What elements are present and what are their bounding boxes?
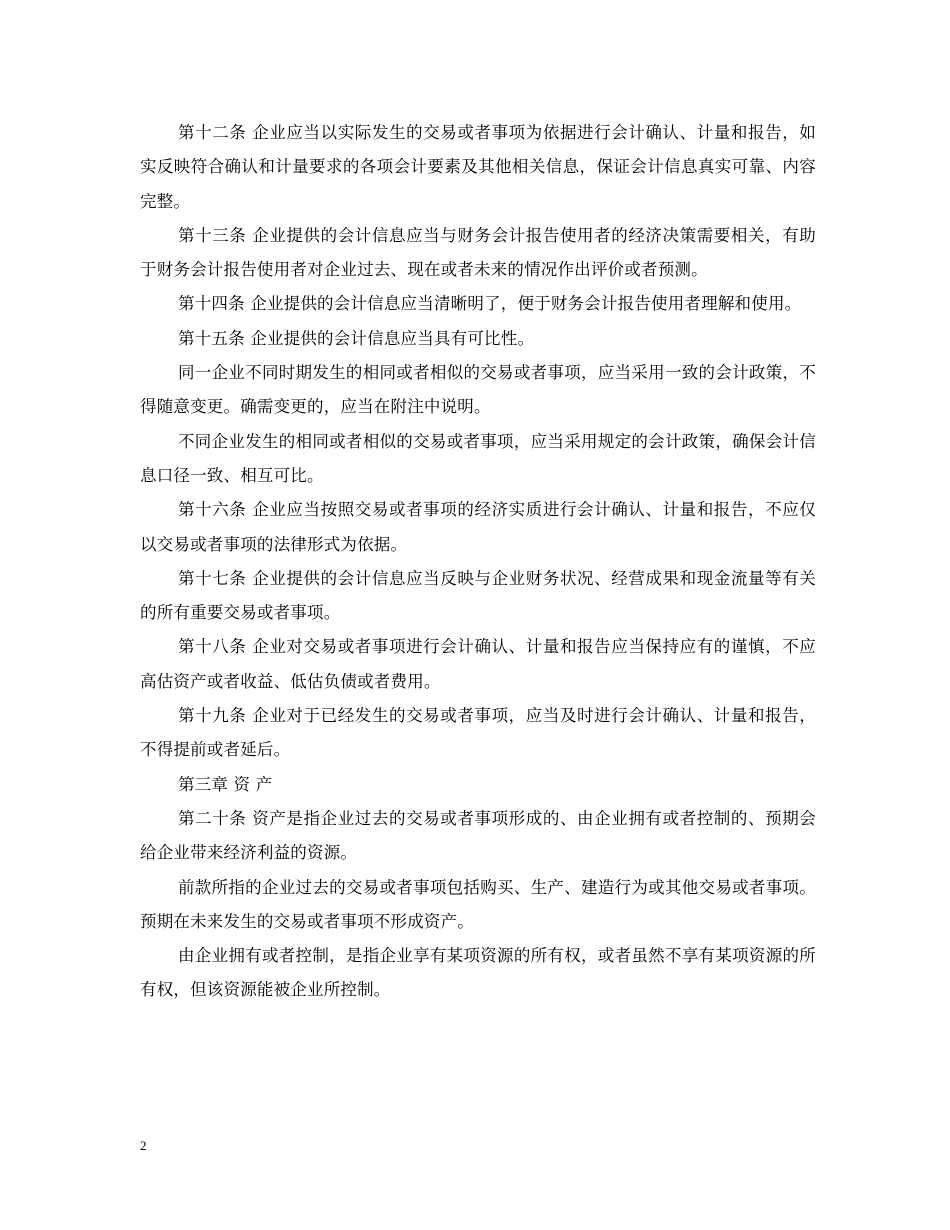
paragraph-article-19: 第十九条 企业对于已经发生的交易或者事项，应当及时进行会计确认、计量和报告，不得提前或者延后。 <box>140 706 816 760</box>
paragraph-article-20-clause-1: 前款所指的企业过去的交易或者事项包括购买、生产、建造行为或其他交易或者事项。预期在未来发生的交易或者事项不形成资产。 <box>140 877 816 931</box>
paragraph-article-14: 第十四条 企业提供的会计信息应当清晰明了，便于财务会计报告使用者理解和使用。 <box>178 294 802 314</box>
page-number: 2 <box>140 1138 147 1153</box>
paragraph-article-17: 第十七条 企业提供的会计信息应当反映与企业财务状况、经营成果和现金流量等有关的所有重要交易或者事项。 <box>140 568 816 623</box>
paragraph-article-15: 第十五条 企业提供的会计信息应当具有可比性。 <box>178 328 535 348</box>
paragraph-article-16: 第十六条 企业应当按照交易或者事项的经济实质进行会计确认、计量和报告，不应仅以交易或者事项的法律形式为依据。 <box>140 500 816 554</box>
paragraph-article-12: 第十二条 企业应当以实际发生的交易或者事项为依据进行会计确认、计量和报告，如实反映符合确认和计量要求的各项会计要素及其他相关信息，保证会计信息真实可靠、内容完整。 <box>140 123 816 211</box>
paragraph-article-15-clause-1: 同一企业不同时期发生的相同或者相似的交易或者事项，应当采用一致的会计政策，不得随意变更。确需变更的，应当在附注中说明。 <box>140 363 816 417</box>
document-body <box>140 116 816 1008</box>
paragraph-article-18: 第十八条 企业对交易或者事项进行会计确认、计量和报告应当保持应有的谨慎，不应高估资产或者收益、低估负债或者费用。 <box>140 637 816 691</box>
paragraph-article-20: 第二十条 资产是指企业过去的交易或者事项形成的、由企业拥有或者控制的、预期会给企业带来经济利益的资源。 <box>140 808 816 863</box>
paragraph-article-20-clause-2: 由企业拥有或者控制，是指企业享有某项资源的所有权，或者虽然不享有某项资源的所有权，但该资源能被企业所控制。 <box>140 946 816 1000</box>
paragraph-article-15-clause-2: 不同企业发生的相同或者相似的交易或者事项，应当采用规定的会计政策，确保会计信息口径一致、相互可比。 <box>140 431 816 485</box>
chapter-heading: 第三章 资 产 <box>178 774 273 794</box>
paragraph-article-13: 第十三条 企业提供的会计信息应当与财务会计报告使用者的经济决策需要相关，有助于财务会计报告使用者对企业过去、现在或者未来的情况作出评价或者预测。 <box>140 225 816 280</box>
